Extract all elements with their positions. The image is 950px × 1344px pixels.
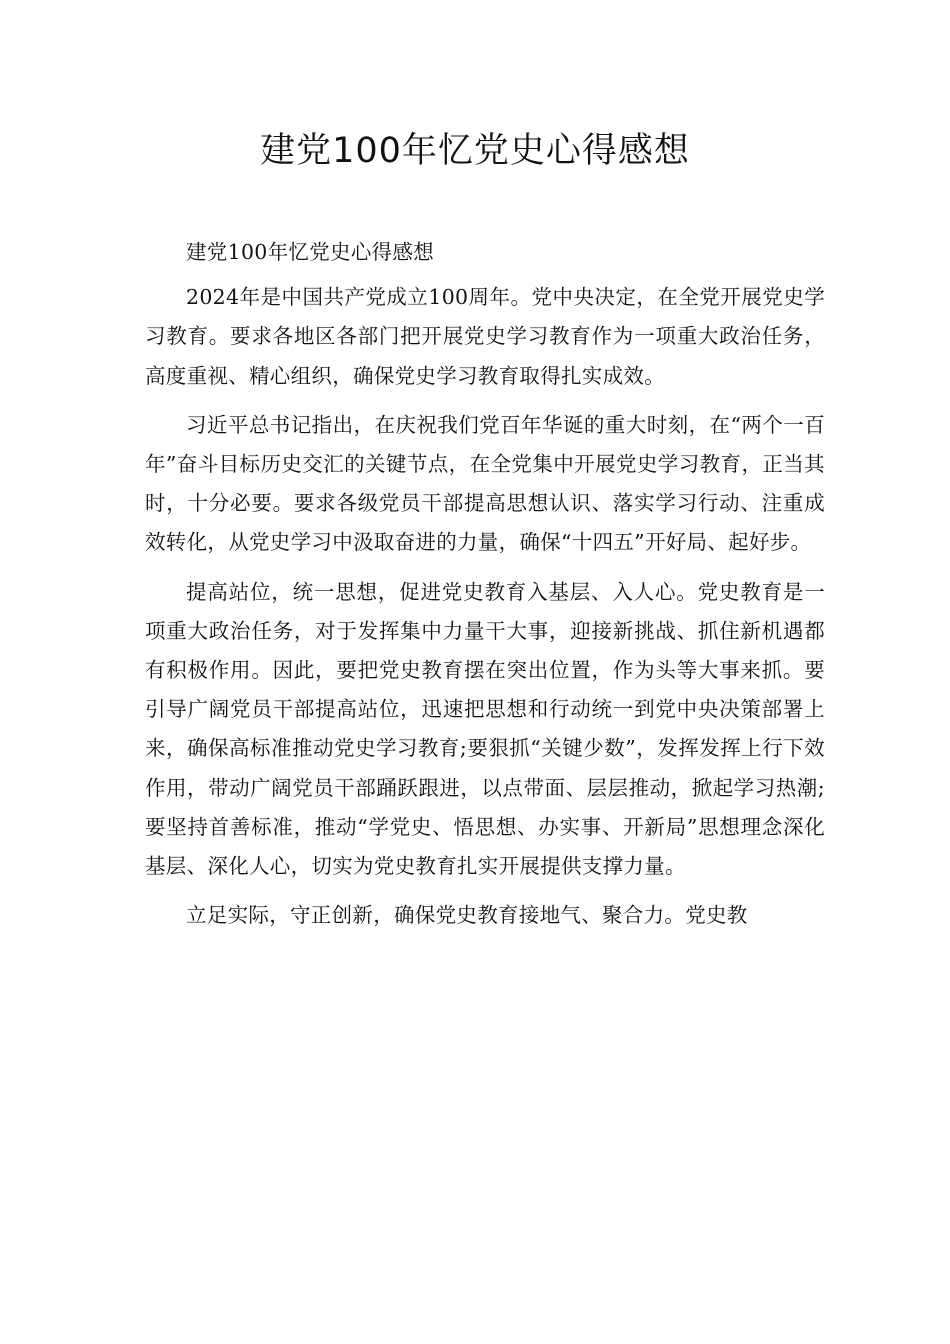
document-body (145, 233, 825, 945)
paragraph-intro: 2024年是中国共产党成立100周年。党中央决定，在全党开展党史学习教育。要求各地区各部门把开展党史学习教育作为一项重大政治任务，高度重视、精心组织，确保党史学习教育取得扎实成效。 (145, 285, 825, 388)
paragraph-speech: 习近平总书记指出，在庆祝我们党百年华诞的重大时刻，在“两个一百年”奋斗目标历史交汇的关键节点，在全党集中开展党史学习教育，正当其时，十分必要。要求各级党员干部提高思想认识、落实学习行动、注重成效转化，从党史学习中汲取奋进的力量，确保“十四五”开好局、起好步。 (145, 412, 825, 555)
paragraph-grounded-practice: 立足实际，守正创新，确保党史教育接地气、聚合力。党史教 (186, 903, 748, 928)
paragraph-subtitle: 建党100年忆党史心得感想 (186, 240, 435, 264)
paragraph-raise-awareness: 提高站位，统一思想，促进党史教育入基层、入人心。党史教育是一项重大政治任务，对于发挥集中力量干大事，迎接新挑战、抓住新机遇都有积极作用。因此，要把党史教育摆在突出位置，作为头等大事来抓。要引导广阔党员干部提高站位，迅速把思想和行动统一到党中央决策部署上来，确保高标准推动党史学习教育;要狠抓“关键少数”，发挥发挥上行下效作用，带动广阔党员干部踊跃跟进，以点带面、层层推动，掀起学习热潮;要坚持首善标准，推动“学党史、悟思想、办实事、开新局”思想理念深化基层、深化人心，切实为党史教育扎实开展提供支撑力量。 (145, 579, 825, 879)
document-title: 建党100年忆党史心得感想 (260, 131, 690, 171)
